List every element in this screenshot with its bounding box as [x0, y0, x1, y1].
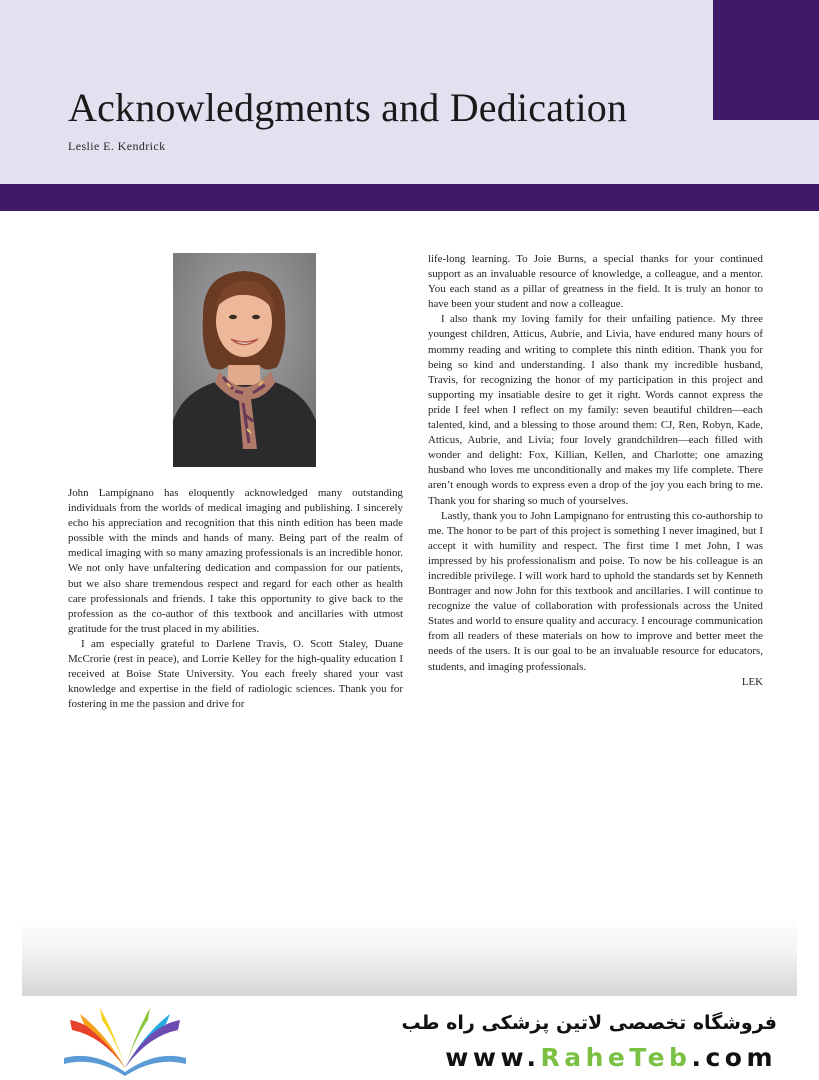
paragraph: I am especially grateful to Darlene Travis, O. Scott Staley, Duane McCrorie (rest in peace), and Lorrie Kelley for the high-quality education I received at Boise State University. You each freely shared your vast knowledge and expertise in the field of radiologic sciences. Thank you for fostering in me the passion and drive for	[68, 637, 403, 711]
paragraph: life-long learning. To Joie Burns, a special thanks for your continued support as an invaluable resource of knowledge, a colleague, and a mentor. You each stand as a pillar of greatness in the field. It is truly an honor to have been your student and now a colleague.	[428, 253, 763, 311]
paragraph: Lastly, thank you to John Lampignano for entrusting this co-authorship to me. The honor to be part of this project is something I never imagined, but I accept it with humility and respect. The first time I met John, I was impressed by his professionalism and poise. To now be his colleague is an incredible privilege. I will work hard to uphold the standards set by Kenneth Bontrager and now John for this textbook and ancillaries. I will continue to recognize the value of collaboration with professionals across the United States and world to ensure quality and accuracy. I encourage communication from all readers of these materials on how to improve and better meet the needs of the users. It is our goal to be an invaluable resource for educators, students, and imaging professionals.	[428, 509, 763, 673]
author-photo	[173, 253, 316, 467]
paragraph: I also thank my loving family for their unfailing patience. My three youngest children, Atticus, Aubrie, and Livia, have endured many hours of mommy reading and writing to complete this ninth edition. Thank you for being so kind and understanding. I also thank my incredible husband, Travis, for recognizing the honor of my participation in this project and supporting my insatiable desire to get it right. Words cannot express the pride I feel when I reflect on my family: seven beautiful children—each talented, kind, and a blessing to those around them: CJ, Ren, Robyn, Kade, Atticus, Aubrie, and Livia; four lovely grandchildren—each filled with wonder and delight: Fox, Killian, Kellen, and Charlotte; one amazing husband who loves me unconditionally and makes my life complete. There aren’t enough words to express even a drop of the joy you each bring to me. Thank you for sharing so much of yourselves.	[428, 313, 763, 507]
signature-initials: LEK	[741, 675, 763, 688]
author-name: Leslie E. Kendrick	[68, 139, 166, 153]
footer-fade	[22, 918, 797, 996]
footer-store-name: فروشگاه تخصصی لاتین پزشکی راه طب	[401, 1012, 777, 1034]
url-suffix: .com	[691, 1043, 777, 1072]
url-prefix: www.	[445, 1043, 541, 1072]
url-brand: RaheTeb	[540, 1043, 692, 1072]
paragraph: John Lampignano has eloquently acknowledged many outstanding individuals from the worlds of medical imaging and publishing. I sincerely echo his appreciation and recognition that this ninth edition has been made possible with the minds and hands of many. Being part of the realm of medical imaging with so many amazing professionals is an incredible honor. We not only have unfaltering dedication and compassion for our patients, but we also share tremendous respect and regard for each other as health care professionals and friends. I take this opportunity to give back to the profession as the co-author of this textbook and ancillaries with utmost gratitude for the trust placed in my abilities.	[68, 487, 403, 635]
page-title: Acknowledgments and Dedication	[68, 85, 628, 130]
open-book-icon	[62, 1006, 188, 1076]
header-rule-band	[0, 184, 819, 211]
right-text-column	[428, 252, 763, 690]
footer-website	[420, 1043, 777, 1072]
corner-accent-block	[713, 0, 819, 120]
left-text-column	[68, 486, 403, 712]
